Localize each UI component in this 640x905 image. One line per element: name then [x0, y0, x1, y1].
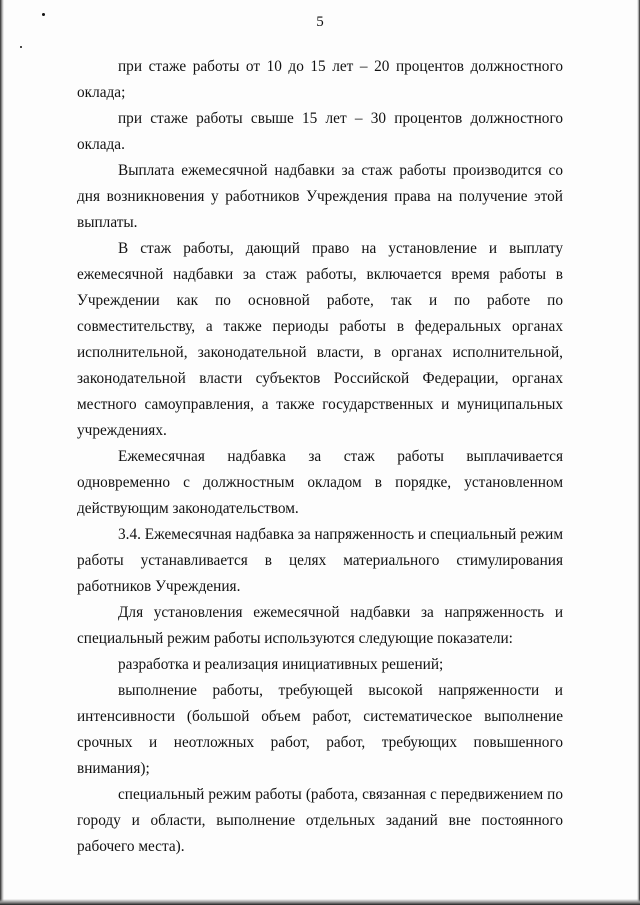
- paragraph: при стаже работы свыше 15 лет – 30 процентов должностного оклада.: [77, 110, 563, 153]
- document-body: [77, 54, 563, 860]
- scan-edge-bottom: [0, 899, 640, 905]
- paragraph: 3.4. Ежемесячная надбавка за напряженность и специальный режим работы устанавливается в целях материального стимулирования работников Учреждения.: [77, 526, 564, 595]
- paragraph: специальный режим работы (работа, связанная с передвижением по городу и области, выполнение отдельных заданий вне постоянного рабочего места).: [77, 786, 563, 855]
- paragraph: Выплата ежемесячной надбавки за стаж работы производится со дня возникновения у работников Учреждения права на получение этой выплаты.: [77, 162, 563, 231]
- scan-edge-left: [0, 0, 4, 905]
- paragraph: Ежемесячная надбавка за стаж работы выплачивается одновременно с должностным окладом в порядке, установленном действующим законодательством.: [77, 448, 563, 517]
- scan-speck: [20, 46, 22, 48]
- paragraph: разработка и реализация инициативных решений;: [118, 656, 444, 673]
- page-number: 5: [316, 14, 324, 30]
- paragraph: выполнение работы, требующей высокой напряженности и интенсивности (большой объем работ, систематическое выполнение срочных и неотложных работ, работ, требующих повышенного внимания);: [77, 682, 563, 777]
- paragraph: В стаж работы, дающий право на установление и выплату ежемесячной надбавки за стаж работы, включается время работы в Учреждении как по основной работе, так и по работе по совместительству, а также периоды работы в федеральных органах исполнительной, законодательной власти, в органах исполнительной, законодательной власти субъектов Российской Федерации, органах местного самоуправления, а также государственных и муниципальных учреждениях.: [77, 240, 563, 439]
- paragraph: при стаже работы от 10 до 15 лет – 20 процентов должностного оклада;: [77, 58, 563, 101]
- paragraph: Для установления ежемесячной надбавки за напряженность и специальный режим работы используются следующие показатели:: [77, 604, 563, 647]
